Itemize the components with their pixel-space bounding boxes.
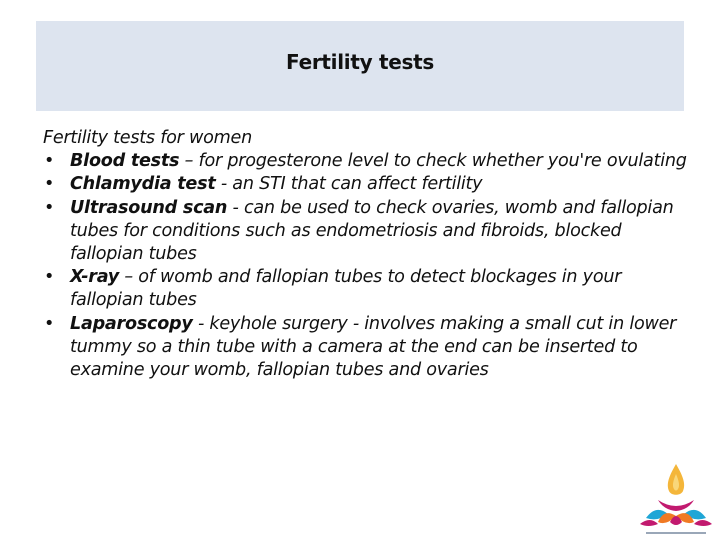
list-item-x-ray xyxy=(43,266,693,312)
bullet-icon: • xyxy=(44,174,55,195)
item-description: an STI that can affect fertility xyxy=(232,174,483,195)
bullet-icon: • xyxy=(44,313,55,334)
slide-body xyxy=(43,127,693,382)
bullet-icon: • xyxy=(44,197,55,218)
item-description: keyhole surgery - involves making a small cut in lower tummy so a thin tube with a camera at the end can be inserted to examine your womb, fallopian tubes and ovaries xyxy=(70,313,677,381)
list-item-blood-tests xyxy=(43,150,693,173)
list-item-ultrasound-scan xyxy=(43,197,693,267)
item-separator: – xyxy=(119,267,139,288)
petal-far-left xyxy=(640,520,658,526)
item-description: for progesterone level to check whether you're ovulating xyxy=(198,151,687,172)
item-separator: – xyxy=(179,151,199,172)
list-item-chlamydia-test xyxy=(43,173,693,196)
diya-lotus-logo-icon xyxy=(636,460,716,540)
bullet-icon: • xyxy=(44,267,55,288)
item-separator: - xyxy=(215,174,233,195)
item-term: Ultrasound scan xyxy=(70,197,228,218)
item-term: X-ray xyxy=(70,267,120,288)
petal-far-right xyxy=(694,520,712,526)
item-separator: - xyxy=(227,197,244,218)
logo-caption-line xyxy=(646,532,706,534)
item-term: Laparoscopy xyxy=(70,313,193,334)
slide-title: Fertility tests xyxy=(286,50,434,74)
list-item-laparoscopy xyxy=(43,313,693,383)
bullet-list xyxy=(43,150,693,382)
item-term: Chlamydia test xyxy=(70,174,216,195)
lamp-bowl xyxy=(658,500,694,511)
section-heading: Fertility tests for women xyxy=(43,128,252,148)
item-term: Blood tests xyxy=(70,151,180,172)
bullet-icon: • xyxy=(44,151,55,172)
item-description: can be used to check ovaries, womb and fallopian tubes for conditions such as endometriosis and fibroids, blocked fallopian tubes xyxy=(70,197,674,265)
item-separator: - xyxy=(192,313,210,334)
title-band xyxy=(36,21,684,111)
item-description: of womb and fallopian tubes to detect blockages in your fallopian tubes xyxy=(70,267,622,311)
